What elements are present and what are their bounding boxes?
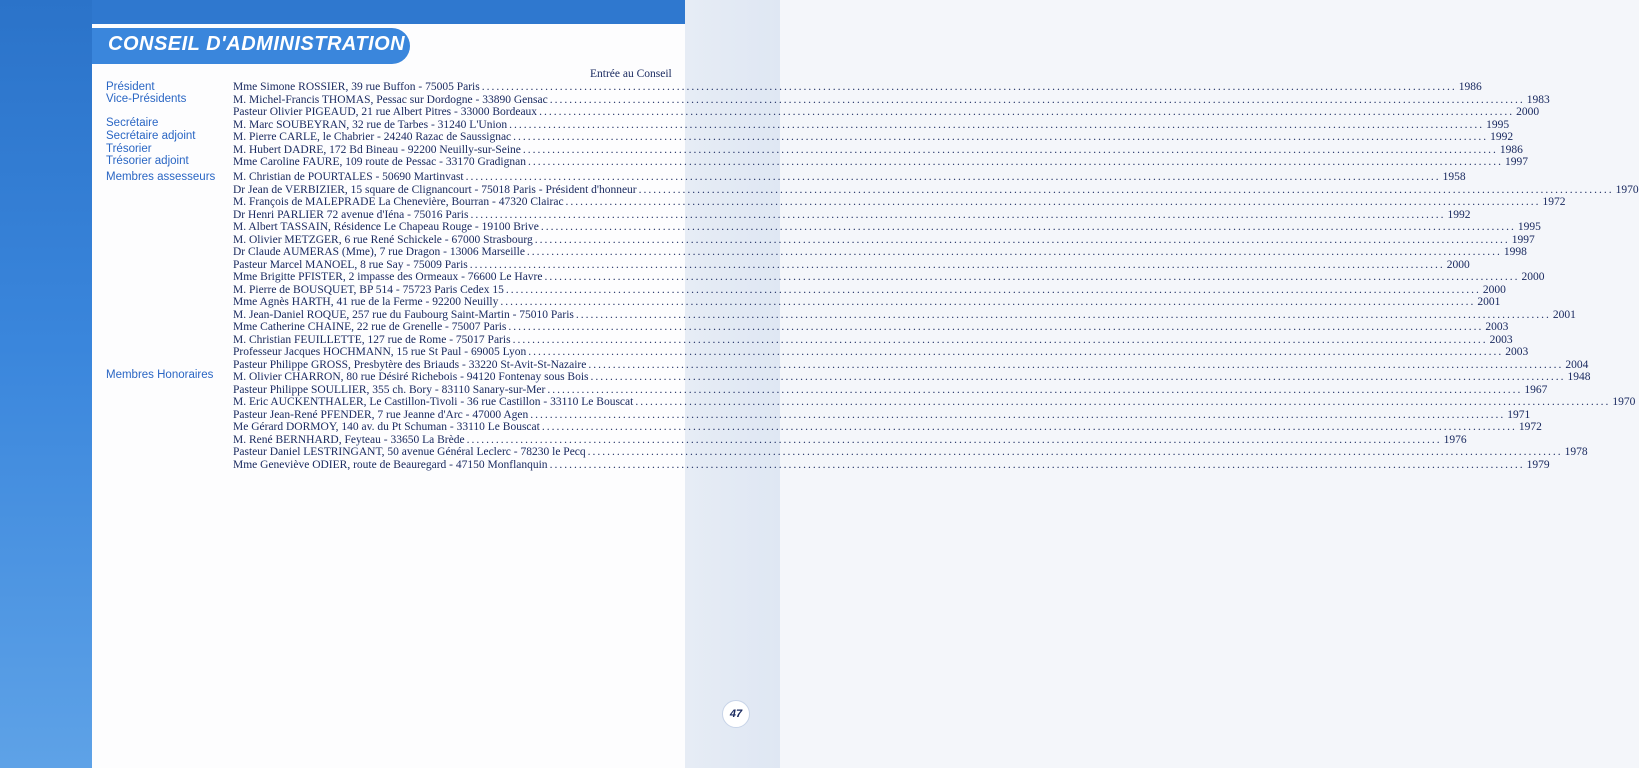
role-label: Secrétaire: [106, 117, 159, 129]
leader-dots: ........................................................................................................................................................................................................: [539, 106, 1515, 118]
leader-dots: ........................................................................................................................................................................................................: [575, 309, 1551, 321]
leader-dots: ........................................................................................................................................................................................................: [588, 359, 1564, 371]
member-row: [233, 221, 1541, 234]
entry-year: 1971: [1507, 409, 1531, 421]
role-label: Trésorier: [106, 143, 152, 155]
entry-year: 1948: [1567, 371, 1591, 383]
member-name-address: Pasteur Marcel MANOEL, 8 rue Say - 75009 Paris: [233, 259, 468, 271]
entry-year: 1992: [1447, 209, 1471, 221]
entry-year: 1986: [1458, 81, 1482, 93]
member-row: [233, 459, 1550, 472]
member-row: [233, 81, 1482, 94]
entry-year: 1998: [1503, 246, 1527, 258]
member-row: [233, 196, 1566, 209]
role-label: Président: [106, 81, 155, 93]
entry-year: 1970: [1615, 184, 1639, 196]
entry-year: 2003: [1505, 346, 1529, 358]
member-row: [233, 271, 1545, 284]
member-name-address: Mme Geneviève ODIER, route de Beauregard - 47150 Monflanquin: [233, 459, 548, 471]
leader-dots: ........................................................................................................................................................................................................: [540, 221, 1516, 233]
leader-dots: ........................................................................................................................................................................................................: [500, 296, 1476, 308]
role-label: Membres Honoraires: [106, 369, 214, 381]
entry-year: 1978: [1564, 446, 1588, 458]
member-name-address: M. Pierre CARLE, le Chabrier - 24240 Razac de Saussignac: [233, 131, 512, 143]
member-name-address: M. Olivier METZGER, 6 rue René Schickele - 67000 Strasbourg: [233, 234, 533, 246]
member-name-address: Mme Agnès HARTH, 41 rue de la Ferme - 92200 Neuilly: [233, 296, 499, 308]
leader-dots: ........................................................................................................................................................................................................: [544, 271, 1520, 283]
member-name-address: Pasteur Jean-René PFENDER, 7 rue Jeanne d'Arc - 47000 Agen: [233, 409, 529, 421]
member-row: [233, 396, 1636, 409]
member-name-address: M. Christian de POURTALES - 50690 Martinvast: [233, 171, 464, 183]
member-name-address: Dr Henri PARLIER 72 avenue d'Iéna - 75016 Paris: [233, 209, 469, 221]
member-name-address: M. Hubert DADRE, 172 Bd Bineau - 92200 Neuilly-sur-Seine: [233, 144, 521, 156]
leader-dots: ........................................................................................................................................................................................................: [565, 196, 1541, 208]
member-name-address: Dr Jean de VERBIZIER, 15 square de Clignancourt - 75018 Paris - Président d'honneur: [233, 184, 637, 196]
leader-dots: ........................................................................................................................................................................................................: [534, 234, 1510, 246]
member-row: [233, 106, 1540, 119]
entry-year: 1976: [1443, 434, 1467, 446]
member-name-address: Pasteur Philippe SOULLIER, 355 ch. Bory - 83110 Sanary-sur-Mer: [233, 384, 546, 396]
entree-header: Entrée au Conseil: [590, 68, 672, 80]
page-title: CONSEIL D'ADMINISTRATION: [108, 33, 406, 55]
entry-year: 2000: [1482, 284, 1506, 296]
entry-year: 2000: [1446, 259, 1470, 271]
entry-year: 2004: [1565, 359, 1589, 371]
entry-year: 1995: [1517, 221, 1541, 233]
leader-dots: ........................................................................................................................................................................................................: [549, 94, 1525, 106]
entry-year: 2000: [1516, 106, 1540, 118]
member-name-address: M. François de MALEPRADE La Chenevière, Bourran - 47320 Clairac: [233, 196, 564, 208]
member-name-address: M. Eric AUCKENTHALER, Le Castillon-Tivoli - 36 rue Castillon - 33110 Le Bouscat: [233, 396, 634, 408]
member-name-address: M. Christian FEUILLETTE, 127 rue de Rome - 75017 Paris: [233, 334, 511, 346]
leader-dots: ........................................................................................................................................................................................................: [528, 346, 1504, 358]
entry-year: 1967: [1524, 384, 1548, 396]
member-name-address: M. René BERNHARD, Feyteau - 33650 La Brède: [233, 434, 465, 446]
member-row: [233, 446, 1588, 459]
leader-dots: ........................................................................................................................................................................................................: [522, 144, 1498, 156]
member-row: [233, 371, 1591, 384]
role-label: Vice-Présidents: [106, 93, 187, 105]
role-label: Membres assesseurs: [106, 171, 216, 183]
leader-dots: ........................................................................................................................................................................................................: [481, 81, 1457, 93]
entry-year: 1958: [1442, 171, 1466, 183]
member-name-address: M. Jean-Daniel ROQUE, 257 rue du Faubourg Saint-Martin - 75010 Paris: [233, 309, 574, 321]
member-name-address: Mme Simone ROSSIER, 39 rue Buffon - 75005 Paris: [233, 81, 480, 93]
member-name-address: M. Olivier CHARRON, 80 rue Désiré Richebois - 94120 Fontenay sous Bois: [233, 371, 589, 383]
member-row: [233, 131, 1514, 144]
top-color-band: [0, 0, 780, 24]
entry-year: 1972: [1542, 196, 1566, 208]
leader-dots: ........................................................................................................................................................................................................: [590, 371, 1566, 383]
member-row: [233, 246, 1527, 259]
entry-year: 1992: [1490, 131, 1514, 143]
entry-year: 2001: [1477, 296, 1501, 308]
role-label: Secrétaire adjoint: [106, 130, 196, 142]
member-row: [233, 171, 1466, 184]
entry-year: 1983: [1526, 94, 1550, 106]
member-name-address: Mme Brigitte PFISTER, 2 impasse des Ormeaux - 76600 Le Havre: [233, 271, 543, 283]
member-row: [233, 156, 1528, 169]
member-name-address: Mme Catherine CHAINE, 22 rue de Grenelle - 75007 Paris: [233, 321, 507, 333]
entry-year: 2001: [1552, 309, 1576, 321]
leader-dots: ........................................................................................................................................................................................................: [547, 384, 1523, 396]
leader-dots: ........................................................................................................................................................................................................: [470, 209, 1446, 221]
left-color-band: [0, 0, 92, 768]
leader-dots: ........................................................................................................................................................................................................: [509, 119, 1485, 131]
leader-dots: ........................................................................................................................................................................................................: [526, 246, 1502, 258]
entry-year: 1997: [1511, 234, 1535, 246]
member-row: [233, 346, 1529, 359]
member-name-address: Dr Claude AUMERAS (Mme), 7 rue Dragon - 13006 Marseille: [233, 246, 525, 258]
entry-year: 1995: [1486, 119, 1510, 131]
leader-dots: ........................................................................................................................................................................................................: [512, 334, 1488, 346]
leader-dots: ........................................................................................................................................................................................................: [549, 459, 1525, 471]
member-name-address: M. Marc SOUBEYRAN, 32 rue de Tarbes - 31240 L'Union: [233, 119, 508, 131]
member-row: [233, 421, 1542, 434]
member-name-address: M. Albert TASSAIN, Résidence Le Chapeau Rouge - 19100 Brive: [233, 221, 539, 233]
member-name-address: Pasteur Philippe GROSS, Presbytère des Briauds - 33220 St-Avit-St-Nazaire: [233, 359, 587, 371]
leader-dots: ........................................................................................................................................................................................................: [638, 184, 1614, 196]
entry-year: 2003: [1485, 321, 1509, 333]
entry-year: 2000: [1521, 271, 1545, 283]
entry-year: 1979: [1526, 459, 1550, 471]
leader-dots: ........................................................................................................................................................................................................: [508, 321, 1484, 333]
leader-dots: ........................................................................................................................................................................................................: [513, 131, 1489, 143]
member-name-address: M. Pierre de BOUSQUET, BP 514 - 75723 Paris Cedex 15: [233, 284, 504, 296]
entry-year: 1997: [1504, 156, 1528, 168]
member-name-address: Pasteur Olivier PIGEAUD, 21 rue Albert Pitres - 33000 Bordeaux: [233, 106, 538, 118]
entry-year: 1972: [1518, 421, 1542, 433]
leader-dots: ........................................................................................................................................................................................................: [505, 284, 1481, 296]
leader-dots: ........................................................................................................................................................................................................: [530, 409, 1506, 421]
leader-dots: ........................................................................................................................................................................................................: [587, 446, 1563, 458]
leader-dots: ........................................................................................................................................................................................................: [541, 421, 1517, 433]
entry-year: 1986: [1499, 144, 1523, 156]
leader-dots: ........................................................................................................................................................................................................: [466, 434, 1442, 446]
leader-dots: ........................................................................................................................................................................................................: [527, 156, 1503, 168]
entry-year: 2003: [1489, 334, 1513, 346]
member-name-address: Professeur Jacques HOCHMANN, 15 rue St Paul - 69005 Lyon: [233, 346, 527, 358]
leader-dots: ........................................................................................................................................................................................................: [465, 171, 1441, 183]
member-name-address: M. Michel-Francis THOMAS, Pessac sur Dordogne - 33890 Gensac: [233, 94, 548, 106]
member-name-address: Pasteur Daniel LESTRINGANT, 50 avenue Général Leclerc - 78230 le Pecq: [233, 446, 586, 458]
leader-dots: ........................................................................................................................................................................................................: [469, 259, 1445, 271]
leader-dots: ........................................................................................................................................................................................................: [635, 396, 1611, 408]
member-name-address: Me Gérard DORMOY, 140 av. du Pt Schuman - 33110 Le Bouscat: [233, 421, 540, 433]
role-label: Trésorier adjoint: [106, 155, 189, 167]
page-number: 47: [722, 700, 750, 728]
member-name-address: Mme Caroline FAURE, 109 route de Pessac - 33170 Gradignan: [233, 156, 526, 168]
member-row: [233, 296, 1501, 309]
entry-year: 1970: [1612, 396, 1636, 408]
member-row: [233, 321, 1509, 334]
